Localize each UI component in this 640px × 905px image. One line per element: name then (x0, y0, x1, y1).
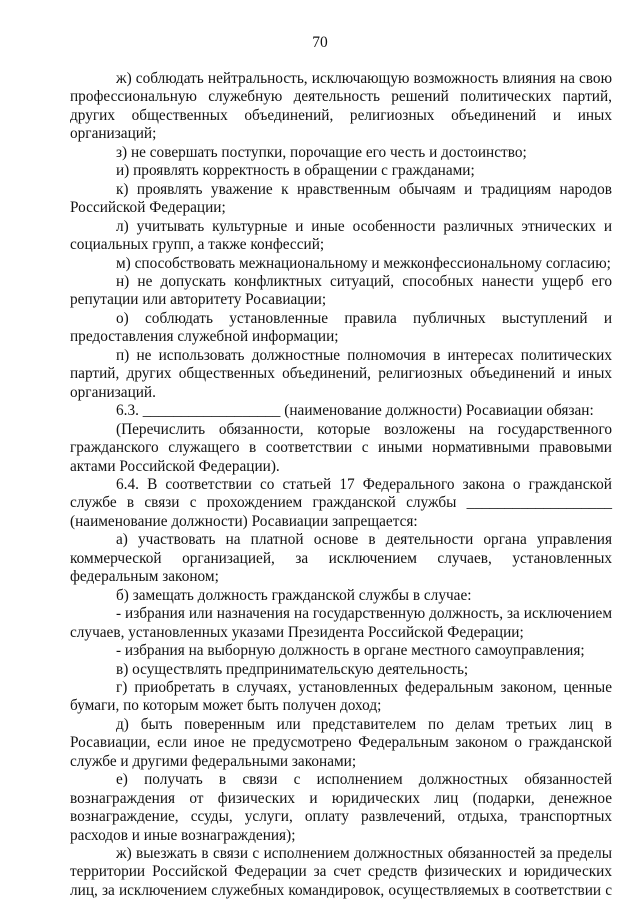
paragraph-p-political-interests: п) не использовать должностные полномочия в интересах политических партий, других общественных объединений, религиозных объединений и иных организаций. (70, 346, 612, 401)
paragraph-o-public-speaking: о) соблюдать установленные правила публичных выступлений и предоставления служебной информации; (70, 309, 612, 346)
document-body (70, 70, 612, 900)
prohibition-d-representative: д) быть поверенным или представителем по делам третьих лиц в Росавиации, если иное не предусмотрено Федеральным законом о гражданской службе и другими федеральными законами; (70, 715, 612, 770)
prohibition-b-item-election: - избрания на выборную должность в органе местного самоуправления; (116, 642, 585, 660)
section-6-4-heading: 6.4. В соответствии со статьей 17 Федерального закона о гражданской службе в связи с прохождением гражданской службы ___________________ (наименование должности) Росавиации запрещается: (70, 475, 612, 530)
prohibition-b-item-appointment: - избрания или назначения на государственную должность, за исключением случаев, установленных указами Президента Российской Федерации; (70, 605, 612, 641)
paragraph-i-correctness: и) проявлять корректность в обращении с гражданами; (116, 162, 475, 180)
prohibition-g-securities: г) приобретать в случаях, установленных федеральным законом, ценные бумаги, по которым может быть получен доход; (70, 678, 612, 715)
paragraph-n-avoid-conflicts: н) не допускать конфликтных ситуаций, способных нанести ущерб его репутации или авторитету Росавиации; (70, 272, 612, 309)
paragraph-z-honor: з) не совершать поступки, порочащие его честь и достоинство; (116, 143, 527, 161)
paragraph-k-respect-customs: к) проявлять уважение к нравственным обычаям и традициям народов Российской Федерации; (70, 180, 612, 217)
paragraph-zh-neutrality: ж) соблюдать нейтральность, исключающую возможность влияния на свою профессиональную служебную деятельность решений политических партий, других общественных объединений, религиозных объединений и иных организаций; (70, 70, 612, 143)
prohibition-v-business: в) осуществлять предпринимательскую деятельность; (116, 660, 469, 678)
page-number: 70 (312, 34, 328, 51)
prohibition-zh-travel: ж) выезжать в связи с исполнением должностных обязанностей за пределы территории Российской Федерации за счет средств физических и юридических лиц, за исключением служебных командировок, осуществляемых в соответствии с (70, 845, 612, 899)
paragraph-l-cultural-features: л) учитывать культурные и иные особенности различных этнических и социальных групп, а также конфессий; (70, 217, 612, 254)
section-6-3-heading: 6.3. __________________ (наименование должности) Росавиации обязан: (116, 402, 594, 420)
paragraph-m-interethnic-accord: м) способствовать межнациональному и межконфессиональному согласию; (116, 254, 611, 272)
prohibition-b-hold-position: б) замещать должность гражданской службы в случае: (116, 586, 472, 604)
prohibition-a-paid-management: а) участвовать на платной основе в деятельности органа управления коммерческой организацией, за исключением случаев, установленных федеральным законом; (70, 531, 612, 586)
prohibition-e-remuneration: е) получать в связи с исполнением должностных обязанностей вознаграждения от физических и юридических лиц (подарки, денежное вознаграждение, ссуды, услуги, оплату развлечений, отдыха, транспортных расходов и иные вознаграждения); (70, 771, 612, 844)
section-6-3-note: (Перечислить обязанности, которые возложены на государственного гражданского служащего в соответствии с иными нормативными правовыми актами Российской Федерации). (70, 420, 612, 475)
